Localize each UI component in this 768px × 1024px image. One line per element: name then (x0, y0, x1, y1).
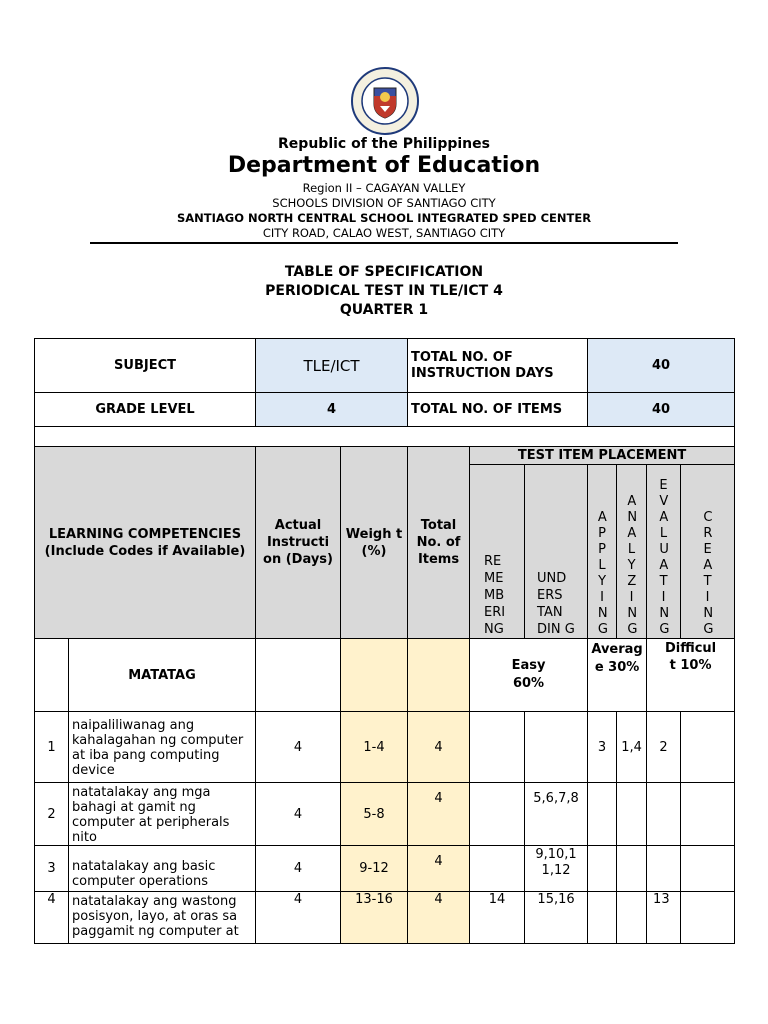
spacer-cell (35, 427, 735, 447)
competency-text: natatalakay ang mga bahagi at gamit ng computer at peripherals nito (69, 783, 256, 846)
analyzing-cell: 1,4 (617, 712, 647, 783)
difficult-level: Difficul t 10% (647, 639, 735, 712)
column-header-row-1 (35, 447, 735, 465)
applying-cell (588, 783, 617, 846)
evaluating-cell (647, 783, 681, 846)
creating-label: CREATING (703, 510, 714, 637)
evaluating-header (647, 465, 681, 639)
instruction-days-value: 40 (588, 339, 735, 393)
table-row (35, 846, 735, 892)
weight-cell: 5-8 (341, 783, 408, 846)
items-cell: 4 (408, 892, 470, 944)
row-number: 4 (35, 892, 69, 944)
creating-header (681, 465, 735, 639)
items-cell: 4 (408, 846, 470, 892)
easy-level: Easy 60% (470, 639, 588, 712)
understanding-cell: 9,10,1 1,12 (525, 846, 588, 892)
understanding-cell: 5,6,7,8 (525, 783, 588, 846)
analyzing-label: ANALYZING (627, 494, 638, 637)
applying-header (588, 465, 617, 639)
creating-cell (681, 846, 735, 892)
deped-seal-logo (350, 66, 420, 136)
subject-row (35, 339, 735, 393)
applying-cell (588, 846, 617, 892)
understanding-cell: 15,16 (525, 892, 588, 944)
weight-cell: 13-16 (341, 892, 408, 944)
grade-row (35, 393, 735, 427)
analyzing-header (617, 465, 647, 639)
level-weight-cell (341, 639, 408, 712)
competencies-header: LEARNING COMPETENCIES (Include Codes if Available) (35, 447, 256, 639)
actual-days-header: Actual Instructi on (Days) (256, 447, 341, 639)
level-days-cell (256, 639, 341, 712)
analyzing-cell (617, 783, 647, 846)
level-items-cell (408, 639, 470, 712)
competency-text: natatalakay ang wastong posisyon, layo, at oras sa paggamit ng computer at (69, 892, 256, 944)
remembering-cell: 14 (470, 892, 525, 944)
subject-label: SUBJECT (35, 339, 256, 393)
days-cell: 4 (256, 846, 341, 892)
document-quarter: QUARTER 1 (339, 302, 429, 318)
division-text: SCHOOLS DIVISION OF SANTIAGO CITY (272, 196, 496, 210)
days-cell: 4 (256, 783, 341, 846)
evaluating-label: EVALUATING (659, 478, 670, 637)
spacer-row (35, 427, 735, 447)
school-address: CITY ROAD, CALAO WEST, SANTIAGO CITY (262, 226, 506, 240)
instruction-days-label: TOTAL NO. OF INSTRUCTION DAYS (408, 339, 588, 393)
table-row (35, 712, 735, 783)
table-row (35, 892, 735, 944)
remembering-header: RE ME MB ERI NG (470, 465, 525, 639)
remembering-cell (470, 712, 525, 783)
row-number: 2 (35, 783, 69, 846)
document-subtitle: PERIODICAL TEST IN TLE/ICT 4 (265, 283, 503, 299)
level-number-cell (35, 639, 69, 712)
days-cell: 4 (256, 712, 341, 783)
remembering-cell (470, 846, 525, 892)
grade-label: GRADE LEVEL (35, 393, 256, 427)
analyzing-cell (617, 846, 647, 892)
understanding-cell (525, 712, 588, 783)
remembering-cell (470, 783, 525, 846)
row-number: 1 (35, 712, 69, 783)
evaluating-cell (647, 846, 681, 892)
evaluating-cell: 13 (647, 892, 681, 944)
weight-cell: 1-4 (341, 712, 408, 783)
average-level: Averag e 30% (588, 639, 647, 712)
applying-label: APPLYING (597, 510, 608, 637)
header-divider (90, 242, 678, 244)
applying-cell (588, 892, 617, 944)
subject-value: TLE/ICT (256, 339, 408, 393)
creating-cell (681, 783, 735, 846)
level-row (35, 639, 735, 712)
row-number: 3 (35, 846, 69, 892)
evaluating-cell: 2 (647, 712, 681, 783)
creating-cell (681, 712, 735, 783)
understanding-header: UND ERS TAN DIN G (525, 465, 588, 639)
section-label: MATATAG (69, 639, 256, 712)
region-text: Region II – CAGAYAN VALLEY (302, 181, 466, 195)
creating-cell (681, 892, 735, 944)
specification-table (34, 338, 735, 944)
republic-heading: Republic of the Philippines (278, 136, 490, 152)
school-name: SANTIAGO NORTH CENTRAL SCHOOL INTEGRATED SPED CENTER (176, 211, 592, 225)
test-item-placement-header: TEST ITEM PLACEMENT (470, 447, 735, 465)
days-cell: 4 (256, 892, 341, 944)
total-items-value: 40 (588, 393, 735, 427)
analyzing-cell (617, 892, 647, 944)
competency-text: naipaliliwanag ang kahalagahan ng computer at iba pang computing device (69, 712, 256, 783)
items-cell: 4 (408, 783, 470, 846)
grade-value: 4 (256, 393, 408, 427)
total-items-label: TOTAL NO. OF ITEMS (408, 393, 588, 427)
weight-header: Weigh t (%) (341, 447, 408, 639)
department-heading: Department of Education (227, 153, 541, 178)
applying-cell: 3 (588, 712, 617, 783)
total-items-header: Total No. of Items (408, 447, 470, 639)
competency-text: natatalakay ang basic computer operations (69, 846, 256, 892)
document-title: TABLE OF SPECIFICATION (284, 264, 484, 280)
items-cell: 4 (408, 712, 470, 783)
weight-cell: 9-12 (341, 846, 408, 892)
table-row (35, 783, 735, 846)
